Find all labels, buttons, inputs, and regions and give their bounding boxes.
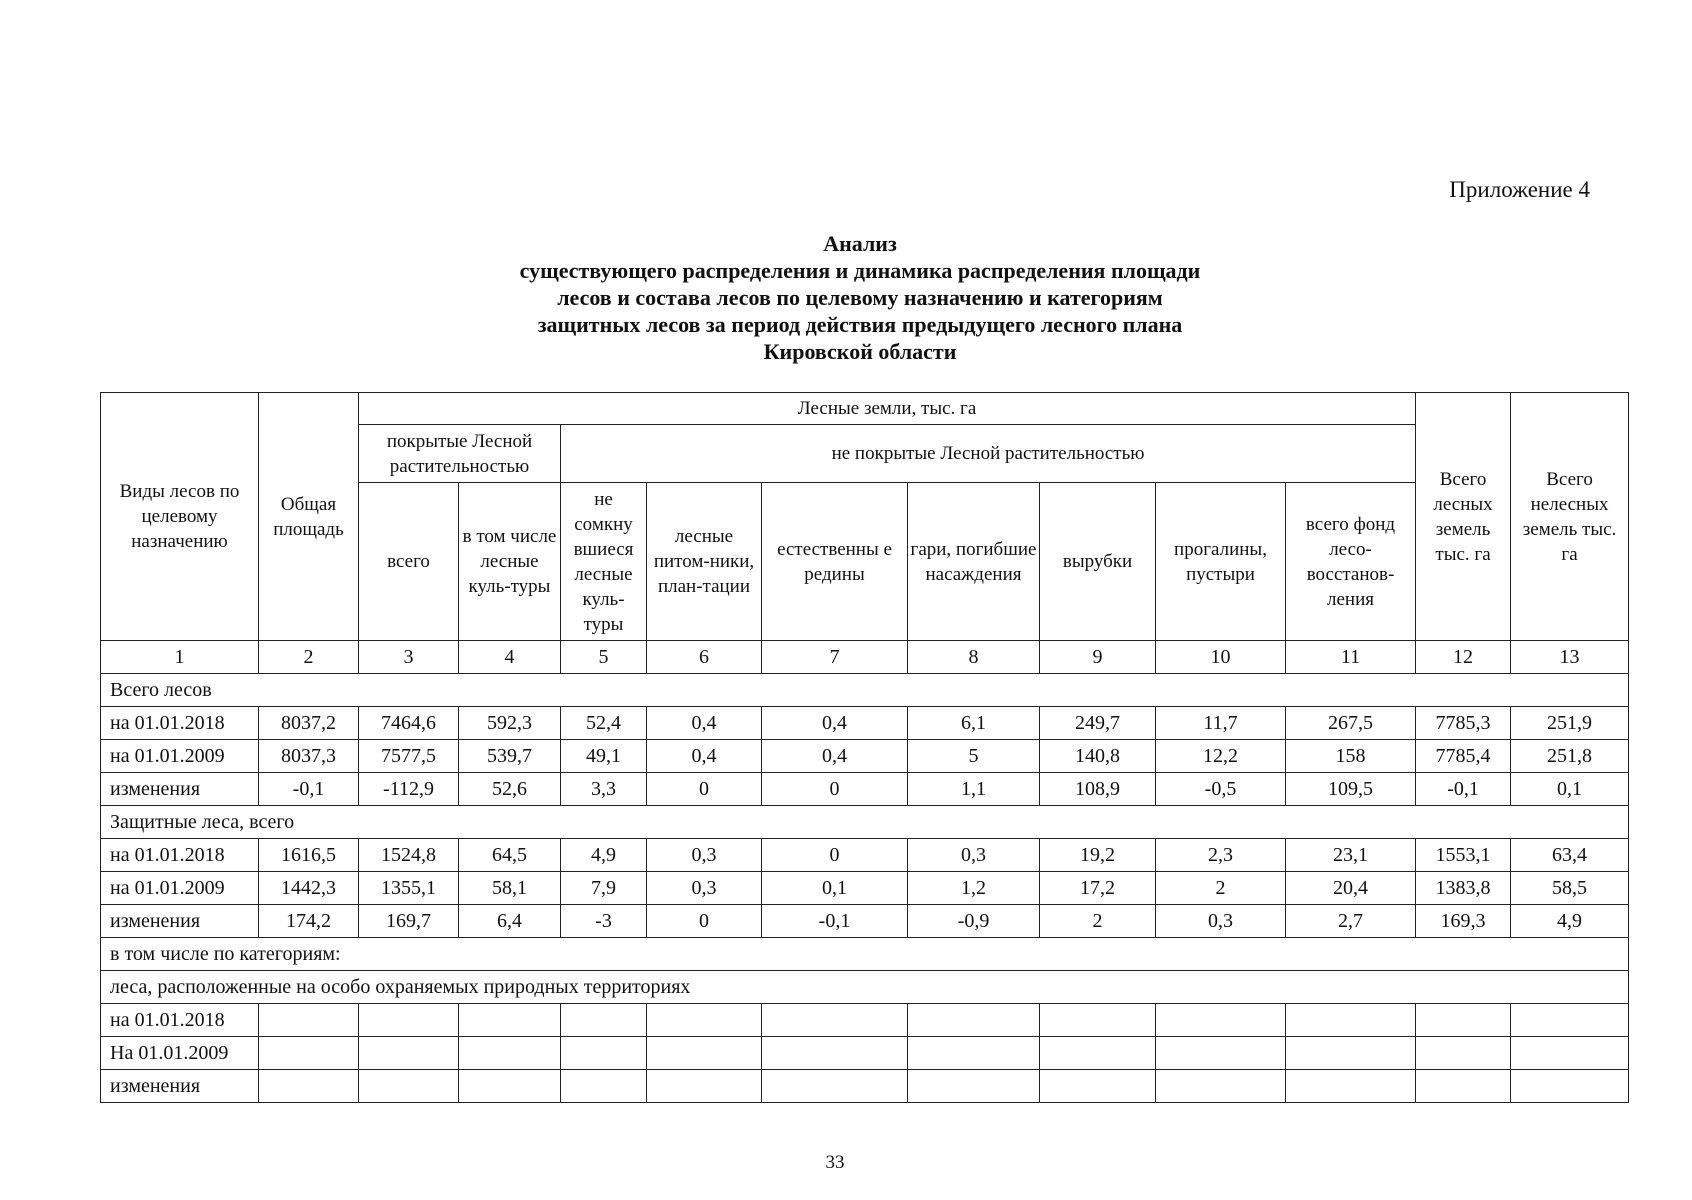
column-number: 10 <box>1156 641 1286 674</box>
table-row <box>101 1070 1629 1103</box>
table-row <box>101 1004 1629 1037</box>
section-row <box>101 674 1629 707</box>
table-cell: 0 <box>647 905 762 938</box>
table-cell-empty <box>762 1037 908 1070</box>
row-label: изменения <box>101 905 259 938</box>
section-row <box>101 806 1629 839</box>
column-number: 11 <box>1286 641 1416 674</box>
table-cell: 8037,3 <box>259 740 359 773</box>
table-cell-empty <box>359 1070 459 1103</box>
table-cell: -0,5 <box>1156 773 1286 806</box>
row-label: на 01.01.2018 <box>101 1004 259 1037</box>
table-cell-empty <box>561 1037 647 1070</box>
table-cell: 1383,8 <box>1416 872 1511 905</box>
title-line: Анализ <box>823 231 897 256</box>
table-cell: -0,1 <box>762 905 908 938</box>
header-covered: покрытые Лесной растительностью <box>359 425 561 483</box>
table-cell: 52,6 <box>459 773 561 806</box>
table-cell-empty <box>1286 1004 1416 1037</box>
table-cell: 0 <box>762 839 908 872</box>
table-cell-empty <box>1156 1037 1286 1070</box>
table-row <box>101 773 1629 806</box>
table-cell: 174,2 <box>259 905 359 938</box>
table-cell: 7785,4 <box>1416 740 1511 773</box>
table-cell-empty <box>561 1070 647 1103</box>
table-cell: 52,4 <box>561 707 647 740</box>
table-cell-empty <box>1156 1070 1286 1103</box>
table-cell: 539,7 <box>459 740 561 773</box>
table-cell: 23,1 <box>1286 839 1416 872</box>
column-number: 8 <box>908 641 1040 674</box>
row-label: на 01.01.2009 <box>101 872 259 905</box>
table-cell: 1355,1 <box>359 872 459 905</box>
table-cell-empty <box>359 1004 459 1037</box>
column-number: 13 <box>1511 641 1629 674</box>
table-cell-empty <box>561 1004 647 1037</box>
table-cell: 140,8 <box>1040 740 1156 773</box>
table-cell: 0 <box>647 773 762 806</box>
table-cell: -0,1 <box>259 773 359 806</box>
table-cell: 249,7 <box>1040 707 1156 740</box>
table-cell: 0,3 <box>647 839 762 872</box>
table-cell: 4,9 <box>561 839 647 872</box>
table-row <box>101 839 1629 872</box>
table-cell-empty <box>259 1037 359 1070</box>
column-number: 5 <box>561 641 647 674</box>
column-number: 4 <box>459 641 561 674</box>
categories-row <box>101 938 1629 971</box>
title-line: лесов и состава лесов по целевому назначению и категориям <box>557 285 1163 310</box>
column-number: 12 <box>1416 641 1511 674</box>
table-cell-empty <box>1286 1070 1416 1103</box>
header-total-nonforest-lands: Всего нелесных земель тыс. га <box>1511 393 1629 641</box>
table-cell-empty <box>1156 1004 1286 1037</box>
table-cell-empty <box>1511 1070 1629 1103</box>
table-cell: 7464,6 <box>359 707 459 740</box>
header-forest-crops: в том числе лесные куль-туры <box>459 483 561 641</box>
table-cell: 0 <box>762 773 908 806</box>
table-row <box>101 707 1629 740</box>
table-cell: 1553,1 <box>1416 839 1511 872</box>
table-cell-empty <box>1040 1070 1156 1103</box>
table-cell-empty <box>1416 1004 1511 1037</box>
table-cell-empty <box>647 1070 762 1103</box>
table-cell: 0,4 <box>762 707 908 740</box>
column-number: 7 <box>762 641 908 674</box>
table-cell-empty <box>259 1070 359 1103</box>
row-label: на 01.01.2018 <box>101 839 259 872</box>
header-burnt-dead: гари, погибшие насаждения <box>908 483 1040 641</box>
table-cell-empty <box>647 1004 762 1037</box>
title-line: защитных лесов за период действия предыдущего лесного плана <box>537 312 1183 337</box>
table-cell-empty <box>908 1004 1040 1037</box>
table-cell: 0,4 <box>647 707 762 740</box>
section-title: Всего лесов <box>101 674 1629 707</box>
row-label: на 01.01.2018 <box>101 707 259 740</box>
header-total-forest-lands: Всего лесных земель тыс. га <box>1416 393 1511 641</box>
title-line: существующего распределения и динамика распределения площади <box>519 258 1201 283</box>
table-cell: 267,5 <box>1286 707 1416 740</box>
header-unclosed-crops: не сомкну вшиеся лесные куль-туры <box>561 483 647 641</box>
table-row <box>101 740 1629 773</box>
table-cell-empty <box>908 1037 1040 1070</box>
table-cell: 17,2 <box>1040 872 1156 905</box>
appendix-label: Приложение 4 <box>1449 177 1590 202</box>
table-cell: 19,2 <box>1040 839 1156 872</box>
forest-distribution-table <box>100 392 1629 1103</box>
column-number: 9 <box>1040 641 1156 674</box>
table-cell: 20,4 <box>1286 872 1416 905</box>
table-cell: 7,9 <box>561 872 647 905</box>
column-number: 3 <box>359 641 459 674</box>
table-cell: 64,5 <box>459 839 561 872</box>
row-label: на 01.01.2009 <box>101 740 259 773</box>
table-cell-empty <box>762 1070 908 1103</box>
table-cell-empty <box>359 1037 459 1070</box>
header-reforestation-fund: всего фонд лесо-восстанов-ления <box>1286 483 1416 641</box>
table-cell-empty <box>1286 1037 1416 1070</box>
table-cell: 1,1 <box>908 773 1040 806</box>
section-title: Защитные леса, всего <box>101 806 1629 839</box>
table-cell: 1524,8 <box>359 839 459 872</box>
title-line: Кировской области <box>763 339 957 364</box>
table-cell: 2,3 <box>1156 839 1286 872</box>
categories-title: в том числе по категориям: <box>101 938 1629 971</box>
table-cell: 1442,3 <box>259 872 359 905</box>
table-cell: 2 <box>1156 872 1286 905</box>
table-cell-empty <box>459 1004 561 1037</box>
category-row <box>101 971 1629 1004</box>
table-cell: 6,1 <box>908 707 1040 740</box>
table-cell-empty <box>1040 1004 1156 1037</box>
table-cell: 4,9 <box>1511 905 1629 938</box>
table-row <box>101 905 1629 938</box>
table-cell: 0,3 <box>1156 905 1286 938</box>
row-label: изменения <box>101 773 259 806</box>
header-glades: прогалины, пустыри <box>1156 483 1286 641</box>
table-cell: 58,1 <box>459 872 561 905</box>
table-cell: 12,2 <box>1156 740 1286 773</box>
table-cell: 6,4 <box>459 905 561 938</box>
header-forest-lands: Лесные земли, тыс. га <box>359 393 1416 425</box>
table-cell-empty <box>1040 1037 1156 1070</box>
table-cell: -0,1 <box>1416 773 1511 806</box>
table-cell-empty <box>762 1004 908 1037</box>
table-cell: 169,3 <box>1416 905 1511 938</box>
table-cell: 0,3 <box>647 872 762 905</box>
table-cell: 1616,5 <box>259 839 359 872</box>
table-cell-empty <box>1511 1037 1629 1070</box>
table-cell: 7577,5 <box>359 740 459 773</box>
table-cell-empty <box>459 1037 561 1070</box>
table-cell: -3 <box>561 905 647 938</box>
table-cell: 108,9 <box>1040 773 1156 806</box>
table-cell: 0,1 <box>1511 773 1629 806</box>
header-forest-type: Виды лесов по целевому назначению <box>101 393 259 641</box>
row-label: изменения <box>101 1070 259 1103</box>
table-row <box>101 1037 1629 1070</box>
category-title: леса, расположенные на особо охраняемых природных территориях <box>101 971 1629 1004</box>
column-number: 1 <box>101 641 259 674</box>
column-number: 6 <box>647 641 762 674</box>
table-cell: 0,4 <box>647 740 762 773</box>
table-cell: 63,4 <box>1511 839 1629 872</box>
column-numbers-row <box>101 641 1629 674</box>
table-cell: 1,2 <box>908 872 1040 905</box>
table-row <box>101 872 1629 905</box>
row-label: На 01.01.2009 <box>101 1037 259 1070</box>
column-number: 2 <box>259 641 359 674</box>
header-total-area: Общая площадь <box>259 393 359 641</box>
table-cell: 251,9 <box>1511 707 1629 740</box>
table-cell-empty <box>259 1004 359 1037</box>
header-nurseries: лесные питом-ники, план-тации <box>647 483 762 641</box>
header-not-covered: не покрытые Лесной растительностью <box>561 425 1416 483</box>
table-cell: 0,4 <box>762 740 908 773</box>
table-cell-empty <box>1511 1004 1629 1037</box>
table-cell: 11,7 <box>1156 707 1286 740</box>
table-cell: 0,1 <box>762 872 908 905</box>
table-cell: 2 <box>1040 905 1156 938</box>
table-cell: 49,1 <box>561 740 647 773</box>
table-cell: 58,5 <box>1511 872 1629 905</box>
document-title <box>330 230 1390 365</box>
table-cell: 0,3 <box>908 839 1040 872</box>
table-cell-empty <box>1416 1037 1511 1070</box>
table-cell: 8037,2 <box>259 707 359 740</box>
header-covered-total: всего <box>359 483 459 641</box>
table-cell: 592,3 <box>459 707 561 740</box>
table-cell: 158 <box>1286 740 1416 773</box>
table-cell: 251,8 <box>1511 740 1629 773</box>
table-cell-empty <box>459 1070 561 1103</box>
header-natural-sparse: естественны е редины <box>762 483 908 641</box>
table-cell: 5 <box>908 740 1040 773</box>
header-clearcuts: вырубки <box>1040 483 1156 641</box>
table-cell: -112,9 <box>359 773 459 806</box>
table-cell: -0,9 <box>908 905 1040 938</box>
table-cell: 7785,3 <box>1416 707 1511 740</box>
table-cell: 2,7 <box>1286 905 1416 938</box>
table-cell-empty <box>908 1070 1040 1103</box>
table-cell-empty <box>1416 1070 1511 1103</box>
table-cell: 3,3 <box>561 773 647 806</box>
table-cell: 169,7 <box>359 905 459 938</box>
table-cell-empty <box>647 1037 762 1070</box>
table-cell: 109,5 <box>1286 773 1416 806</box>
page-number: 33 <box>825 1152 845 1173</box>
